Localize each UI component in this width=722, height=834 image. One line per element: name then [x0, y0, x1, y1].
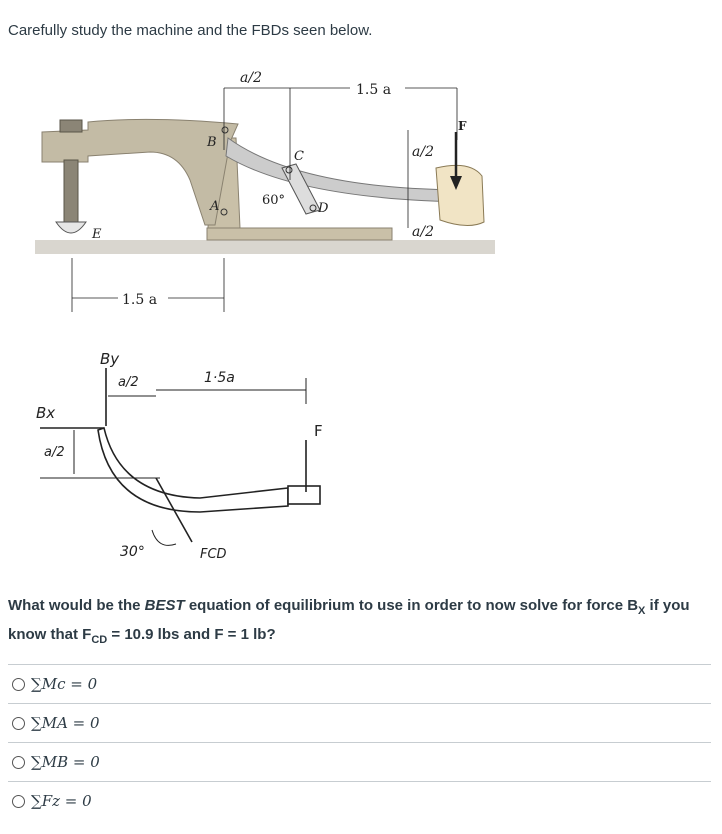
fbd-label-by: By [100, 350, 120, 368]
label-c: C [294, 149, 304, 164]
radio-icon[interactable] [12, 756, 25, 769]
screw-pad [56, 222, 86, 233]
radio-icon[interactable] [12, 795, 25, 808]
dim-a-half-r-lower: a/2 [412, 224, 434, 240]
fbd-label-1-5a: 1·5a [204, 370, 235, 386]
question-suffix: = 10.9 lbs and F = 1 lb? [107, 626, 276, 643]
machine-figure [0, 60, 722, 580]
option-2[interactable] [8, 703, 711, 742]
dim-1-5a-top: 1.5 a [356, 82, 392, 98]
option-label: ∑MB = 0 [31, 753, 100, 771]
answer-options [8, 664, 711, 820]
option-label: ∑Fz = 0 [31, 792, 92, 810]
fbd-label-fcd: FCD [200, 547, 227, 562]
option-4[interactable] [8, 781, 711, 820]
radio-icon[interactable] [12, 678, 25, 691]
question-sub-cd: CD [91, 634, 108, 646]
ground-strip [35, 240, 495, 254]
label-f-top: F [458, 119, 467, 133]
question-text [8, 594, 708, 652]
fbd-label-30: 30° [120, 544, 145, 560]
label-60: 60° [262, 193, 286, 208]
question-after-bx: if you know that F [8, 597, 690, 643]
fbd-label-f: F [314, 422, 323, 440]
label-d: D [318, 201, 329, 216]
screw-cap [60, 120, 82, 132]
fbd-label-bx: Bx [36, 404, 56, 422]
dim-1-5a-bottom: 1.5 a [122, 292, 158, 308]
option-1[interactable] [8, 664, 711, 703]
fbd-block [288, 486, 320, 504]
fbd-label-a-half-top: a/2 [118, 375, 139, 390]
option-3[interactable] [8, 742, 711, 781]
dim-a-half-r-upper: a/2 [412, 144, 434, 160]
fbd-label-a-half-left: a/2 [44, 445, 65, 460]
base-plate [207, 228, 392, 240]
dim-a-half-top: a/2 [240, 70, 262, 86]
option-label: ∑Mc = 0 [31, 675, 98, 693]
fbd-sketch [40, 368, 320, 545]
screw [64, 160, 78, 222]
label-e: E [92, 227, 102, 242]
question-emphasis: BEST [144, 597, 185, 614]
radio-icon[interactable] [12, 717, 25, 730]
fbd-member [98, 428, 288, 512]
option-label: ∑MA = 0 [31, 714, 100, 732]
question-middle: equation of equilibrium to use in order to now solve for force B [184, 597, 639, 614]
intro-text: Carefully study the machine and the FBDs seen below. [8, 22, 373, 39]
question-sub-x: X [638, 605, 646, 617]
label-b: B [207, 135, 217, 150]
question-prefix: What would be the [8, 597, 145, 614]
hand [436, 165, 484, 225]
label-a: A [210, 199, 220, 214]
